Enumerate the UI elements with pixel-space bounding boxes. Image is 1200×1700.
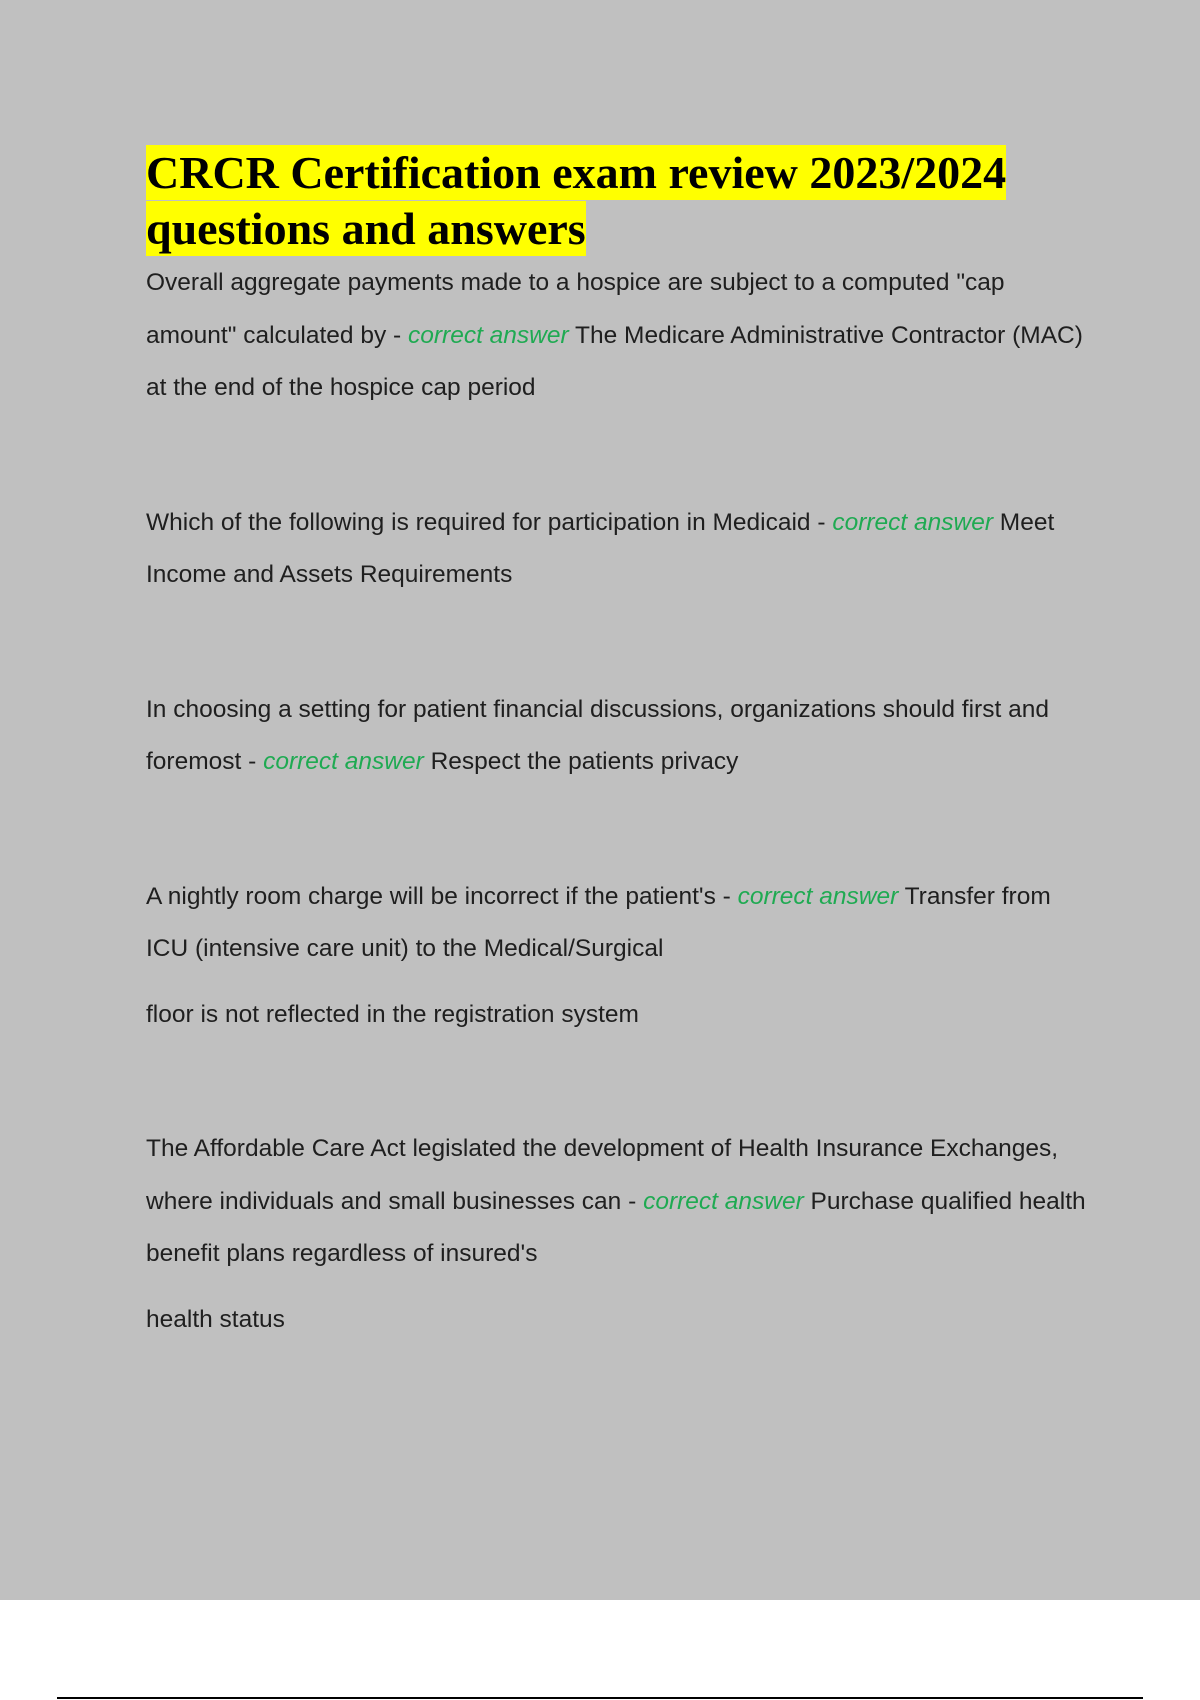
correct-answer-marker: correct answer <box>832 508 993 536</box>
question-text: Overall aggregate payments made to a hospice are subject to a computed "cap amount" calculated by - <box>146 269 1005 349</box>
qa-item <box>146 257 1096 415</box>
question-text: A nightly room charge will be incorrect if the patient's - <box>146 882 738 910</box>
answer-continuation: health status <box>146 1305 285 1333</box>
title-line-1: CRCR Certification exam review 2023/2024 <box>146 147 1007 198</box>
answer-continuation: floor is not reflected in the registration system <box>146 1000 639 1028</box>
answer-text: Meet Income and Assets Requirements <box>146 508 1055 588</box>
qa-item <box>146 497 1096 602</box>
qa-item <box>146 1123 1096 1346</box>
footer-divider <box>57 1697 1143 1699</box>
question-text: In choosing a setting for patient financial discussions, organizations should first and foremost - <box>146 695 1049 775</box>
correct-answer-marker: correct answer <box>737 882 899 910</box>
document-title <box>146 145 1096 257</box>
correct-answer-marker: correct answer <box>408 321 569 349</box>
correct-answer-marker: correct answer <box>263 748 424 775</box>
answer-text: Transfer from ICU (intensive care unit) to the Medical/Surgical <box>146 882 1051 962</box>
qa-list <box>146 257 1096 1346</box>
question-text: Which of the following is required for participation in Medicaid - <box>146 508 833 536</box>
answer-text: The Medicare Administrative Contractor (MAC) at the end of the hospice cap period <box>146 321 1083 401</box>
answer-text: Respect the patients privacy <box>423 748 739 775</box>
page-content <box>146 145 1096 1428</box>
qa-item <box>146 684 1096 789</box>
qa-item <box>146 871 1096 1042</box>
question-text: The Affordable Care Act legislated the development of Health Insurance Exchanges, where individuals and small businesses can - <box>146 1135 1059 1215</box>
correct-answer-marker: correct answer <box>643 1187 804 1215</box>
title-line-2: questions and answers <box>146 203 586 254</box>
answer-text: Purchase qualified health benefit plans regardless of insured's <box>146 1187 1086 1267</box>
